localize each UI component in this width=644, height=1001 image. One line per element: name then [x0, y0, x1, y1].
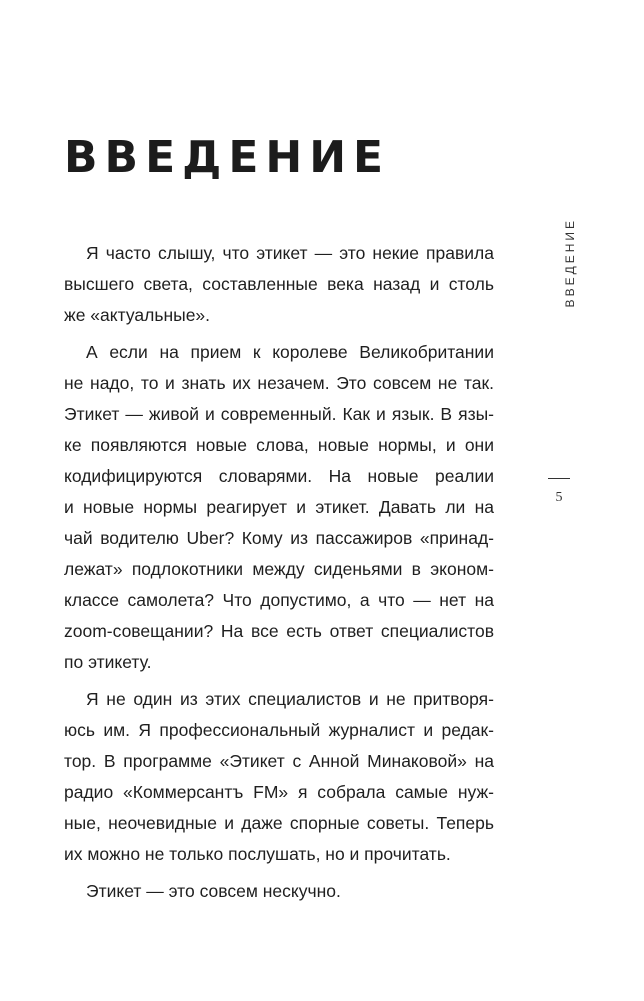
- body-text: [64, 238, 494, 907]
- text-line: по этикету.: [64, 652, 152, 672]
- text-line: радио «Коммерсантъ FM» я собрала самые нуж-: [64, 782, 494, 802]
- text-line: zoom-совещании? На все есть ответ специалистов: [64, 621, 494, 641]
- text-line: кодифицируются словарями. На новые реалии: [64, 466, 494, 486]
- text-line: ные, неочевидные и даже спорные советы. Теперь: [64, 813, 494, 833]
- text-line: А если на прием к королеве Великобритании: [86, 342, 494, 362]
- page-number-rule: [548, 478, 570, 479]
- text-line: их можно не только послушать, но и прочитать.: [64, 844, 451, 864]
- text-line: же «актуальные».: [64, 305, 211, 325]
- text-line: тор. В программе «Этикет с Анной Минаковой» на: [64, 751, 494, 771]
- text-line: не надо, то и знать их незачем. Это совсем не так.: [64, 373, 494, 393]
- text-line: Я не один из этих специалистов и не притворя-: [86, 689, 494, 709]
- running-head-text: ВВЕДЕНИЕ: [563, 218, 577, 308]
- text-line: ке появляются новые слова, новые нормы, и они: [64, 435, 494, 455]
- text-line: Этикет — это совсем нескучно.: [86, 881, 341, 901]
- text-line: чай водителю Uber? Кому из пассажиров «принад-: [64, 528, 494, 548]
- text-line: лежат» подлокотники между сиденьями в эконом-: [64, 559, 494, 579]
- text-line: и новые нормы реагирует и этикет. Давать ли на: [64, 497, 494, 517]
- text-line: юсь им. Я профессиональный журналист и редак-: [64, 720, 494, 740]
- text-line: классе самолета? Что допустимо, а что — нет на: [64, 590, 494, 610]
- text-line: Я часто слышу, что этикет — это некие правила: [86, 243, 494, 263]
- chapter-title: ВВЕДЕНИЕ: [64, 132, 391, 183]
- text-line: высшего света, составленные века назад и столь: [64, 274, 494, 294]
- running-head: [560, 218, 580, 318]
- page-number: 5: [555, 490, 563, 505]
- text-line: Этикет — живой и современный. Как и язык. В язы-: [64, 404, 494, 424]
